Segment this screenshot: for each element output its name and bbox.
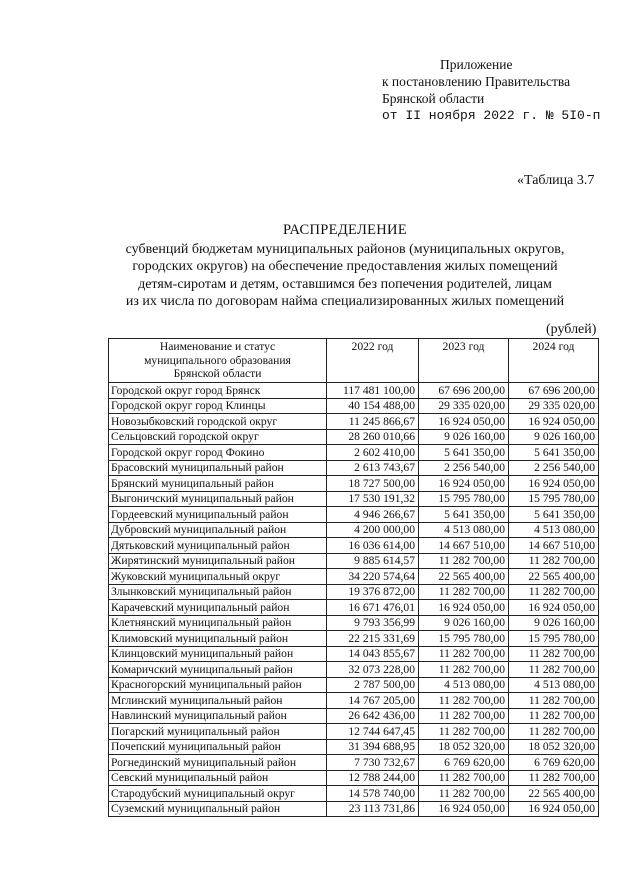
- cell-2023: 11 282 700,00: [419, 662, 509, 678]
- table-row: [109, 724, 599, 740]
- cell-2022: 4 946 266,67: [327, 507, 419, 523]
- cell-2024: 11 282 700,00: [509, 646, 599, 662]
- header-name-line-3: Брянской области: [173, 367, 262, 380]
- document-title: [100, 222, 590, 311]
- table-row: [109, 476, 599, 492]
- title-line-3: детям-сиротам и детям, оставшимся без попечения родителей, лицам: [138, 276, 552, 292]
- cell-name: Выгоничский муниципальный район: [109, 491, 327, 507]
- cell-2022: 7 730 732,67: [327, 755, 419, 771]
- cell-name: Клетнянский муниципальный район: [109, 615, 327, 631]
- cell-2024: 6 769 620,00: [509, 755, 599, 771]
- table-row: [109, 538, 599, 554]
- table-row: [109, 445, 599, 461]
- header-2023: 2023 год: [419, 339, 509, 383]
- cell-2022: 34 220 574,64: [327, 569, 419, 585]
- table-row: [109, 522, 599, 538]
- cell-2023: 11 282 700,00: [419, 693, 509, 709]
- units-label: (рублей): [546, 322, 597, 337]
- cell-2024: 4 513 080,00: [509, 522, 599, 538]
- cell-2024: 29 335 020,00: [509, 398, 599, 414]
- cell-2022: 14 578 740,00: [327, 786, 419, 802]
- cell-2023: 11 282 700,00: [419, 553, 509, 569]
- header-name-line-1: Наименование и статус: [159, 340, 276, 353]
- table-row: [109, 739, 599, 755]
- cell-2023: 14 667 510,00: [419, 538, 509, 554]
- table-row: [109, 755, 599, 771]
- cell-2023: 16 924 050,00: [419, 600, 509, 616]
- cell-2024: 11 282 700,00: [509, 724, 599, 740]
- cell-name: Дятьковский муниципальный район: [109, 538, 327, 554]
- title-line-1: субвенций бюджетам муниципальных районов (муниципальных округов,: [125, 241, 565, 257]
- cell-2022: 32 073 228,00: [327, 662, 419, 678]
- cell-2023: 5 641 350,00: [419, 445, 509, 461]
- cell-2024: 11 282 700,00: [509, 553, 599, 569]
- header-2022: 2022 год: [327, 339, 419, 383]
- cell-name: Погарский муниципальный район: [109, 724, 327, 740]
- cell-2023: 29 335 020,00: [419, 398, 509, 414]
- cell-2024: 5 641 350,00: [509, 507, 599, 523]
- cell-name: Суземский муниципальный район: [109, 801, 327, 817]
- cell-name: Карачевский муниципальный район: [109, 600, 327, 616]
- cell-name: Городской округ город Брянск: [109, 383, 327, 399]
- cell-name: Гордеевский муниципальный район: [109, 507, 327, 523]
- cell-2022: 11 245 866,67: [327, 414, 419, 430]
- cell-name: Злынковский муниципальный район: [109, 584, 327, 600]
- cell-2024: 11 282 700,00: [509, 708, 599, 724]
- table-row: [109, 693, 599, 709]
- cell-name: Сельцовский городской округ: [109, 429, 327, 445]
- table-row: [109, 507, 599, 523]
- appendix-date: от II ноября 2022 г. № 5I0-п: [382, 108, 601, 123]
- cell-2022: 22 215 331,69: [327, 631, 419, 647]
- table-body: [109, 383, 599, 817]
- table-row: [109, 398, 599, 414]
- cell-2023: 16 924 050,00: [419, 414, 509, 430]
- cell-2023: 9 026 160,00: [419, 429, 509, 445]
- table-row: [109, 662, 599, 678]
- cell-2022: 9 885 614,57: [327, 553, 419, 569]
- cell-name: Почепский муниципальный район: [109, 739, 327, 755]
- cell-name: Севский муниципальный район: [109, 770, 327, 786]
- cell-2024: 9 026 160,00: [509, 615, 599, 631]
- table-row: [109, 770, 599, 786]
- cell-2023: 6 769 620,00: [419, 755, 509, 771]
- table-row: [109, 708, 599, 724]
- title-line-4: из их числа по договорам найма специализированных жилых помещений: [125, 294, 565, 309]
- cell-2024: 18 052 320,00: [509, 739, 599, 755]
- table-label: «Таблица 3.7: [517, 173, 595, 188]
- cell-2023: 11 282 700,00: [419, 646, 509, 662]
- cell-name: Жирятинский муниципальный район: [109, 553, 327, 569]
- cell-2022: 23 113 731,86: [327, 801, 419, 817]
- table-row: [109, 569, 599, 585]
- header-2024: 2024 год: [509, 339, 599, 383]
- cell-2024: 22 565 400,00: [509, 569, 599, 585]
- cell-name: Мглинский муниципальный район: [109, 693, 327, 709]
- cell-2022: 14 767 205,00: [327, 693, 419, 709]
- table-row: [109, 429, 599, 445]
- cell-2024: 16 924 050,00: [509, 801, 599, 817]
- cell-name: Дубровский муниципальный район: [109, 522, 327, 538]
- appendix-region: Брянской области: [382, 91, 485, 106]
- table-row: [109, 460, 599, 476]
- cell-2024: 5 641 350,00: [509, 445, 599, 461]
- cell-2022: 19 376 872,00: [327, 584, 419, 600]
- appendix-title: Приложение: [440, 57, 513, 72]
- cell-2024: 15 795 780,00: [509, 491, 599, 507]
- table-row: [109, 584, 599, 600]
- cell-2023: 5 641 350,00: [419, 507, 509, 523]
- cell-2022: 117 481 100,00: [327, 383, 419, 399]
- cell-2022: 12 788 244,00: [327, 770, 419, 786]
- cell-2022: 4 200 000,00: [327, 522, 419, 538]
- table-row: [109, 414, 599, 430]
- cell-2024: 16 924 050,00: [509, 476, 599, 492]
- cell-2024: 11 282 700,00: [509, 662, 599, 678]
- cell-2024: 16 924 050,00: [509, 600, 599, 616]
- cell-name: Комаричский муниципальный район: [109, 662, 327, 678]
- cell-name: Городской округ город Фокино: [109, 445, 327, 461]
- cell-2023: 2 256 540,00: [419, 460, 509, 476]
- cell-name: Городской округ город Клинцы: [109, 398, 327, 414]
- table-row: [109, 801, 599, 817]
- cell-name: Красногорский муниципальный район: [109, 677, 327, 693]
- cell-2023: 67 696 200,00: [419, 383, 509, 399]
- title-main: РАСПРЕДЕЛЕНИЕ: [283, 222, 407, 238]
- cell-name: Навлинский муниципальный район: [109, 708, 327, 724]
- cell-name: Клинцовский муниципальный район: [109, 646, 327, 662]
- cell-2022: 16 671 476,01: [327, 600, 419, 616]
- cell-2024: 2 256 540,00: [509, 460, 599, 476]
- cell-2024: 11 282 700,00: [509, 584, 599, 600]
- header-name-line-2: муниципального образования: [144, 353, 291, 367]
- table-row: [109, 615, 599, 631]
- cell-2023: 4 513 080,00: [419, 522, 509, 538]
- cell-2024: 14 667 510,00: [509, 538, 599, 554]
- header-name: [109, 339, 327, 383]
- cell-2024: 11 282 700,00: [509, 693, 599, 709]
- appendix-block: [382, 56, 600, 124]
- cell-2022: 26 642 436,00: [327, 708, 419, 724]
- cell-name: Стародубский муниципальный округ: [109, 786, 327, 802]
- cell-2022: 28 260 010,66: [327, 429, 419, 445]
- cell-2022: 9 793 356,99: [327, 615, 419, 631]
- cell-2024: 67 696 200,00: [509, 383, 599, 399]
- table-row: [109, 677, 599, 693]
- cell-2022: 18 727 500,00: [327, 476, 419, 492]
- cell-2023: 22 565 400,00: [419, 569, 509, 585]
- cell-2023: 18 052 320,00: [419, 739, 509, 755]
- cell-2023: 11 282 700,00: [419, 708, 509, 724]
- distribution-table: [108, 338, 599, 817]
- cell-name: Брасовский муниципальный район: [109, 460, 327, 476]
- cell-name: Рогнединский муниципальный район: [109, 755, 327, 771]
- table-row: [109, 553, 599, 569]
- cell-2024: 22 565 400,00: [509, 786, 599, 802]
- cell-2022: 2 787 500,00: [327, 677, 419, 693]
- table-row: [109, 600, 599, 616]
- cell-2023: 11 282 700,00: [419, 584, 509, 600]
- table-header-row: [109, 339, 599, 383]
- table-row: [109, 383, 599, 399]
- cell-2023: 15 795 780,00: [419, 491, 509, 507]
- cell-2023: 11 282 700,00: [419, 770, 509, 786]
- cell-2023: 4 513 080,00: [419, 677, 509, 693]
- cell-2022: 2 602 410,00: [327, 445, 419, 461]
- cell-2022: 14 043 855,67: [327, 646, 419, 662]
- cell-2022: 12 744 647,45: [327, 724, 419, 740]
- cell-2022: 17 530 191,32: [327, 491, 419, 507]
- cell-name: Брянский муниципальный район: [109, 476, 327, 492]
- cell-2023: 9 026 160,00: [419, 615, 509, 631]
- cell-2023: 16 924 050,00: [419, 476, 509, 492]
- table-row: [109, 786, 599, 802]
- cell-2023: 11 282 700,00: [419, 786, 509, 802]
- cell-2024: 4 513 080,00: [509, 677, 599, 693]
- cell-name: Новозыбковский городской округ: [109, 414, 327, 430]
- cell-2022: 16 036 614,00: [327, 538, 419, 554]
- cell-2022: 31 394 688,95: [327, 739, 419, 755]
- cell-2024: 9 026 160,00: [509, 429, 599, 445]
- title-line-2: городских округов) на обеспечение предоставления жилых помещений: [132, 259, 558, 274]
- appendix-resolution: к постановлению Правительства: [382, 74, 571, 89]
- cell-2024: 15 795 780,00: [509, 631, 599, 647]
- table-row: [109, 491, 599, 507]
- table-row: [109, 646, 599, 662]
- cell-2024: 11 282 700,00: [509, 770, 599, 786]
- cell-name: Климовский муниципальный район: [109, 631, 327, 647]
- cell-2022: 40 154 488,00: [327, 398, 419, 414]
- cell-2023: 11 282 700,00: [419, 724, 509, 740]
- cell-2022: 2 613 743,67: [327, 460, 419, 476]
- cell-2023: 15 795 780,00: [419, 631, 509, 647]
- cell-2023: 16 924 050,00: [419, 801, 509, 817]
- cell-name: Жуковский муниципальный округ: [109, 569, 327, 585]
- cell-2024: 16 924 050,00: [509, 414, 599, 430]
- table-row: [109, 631, 599, 647]
